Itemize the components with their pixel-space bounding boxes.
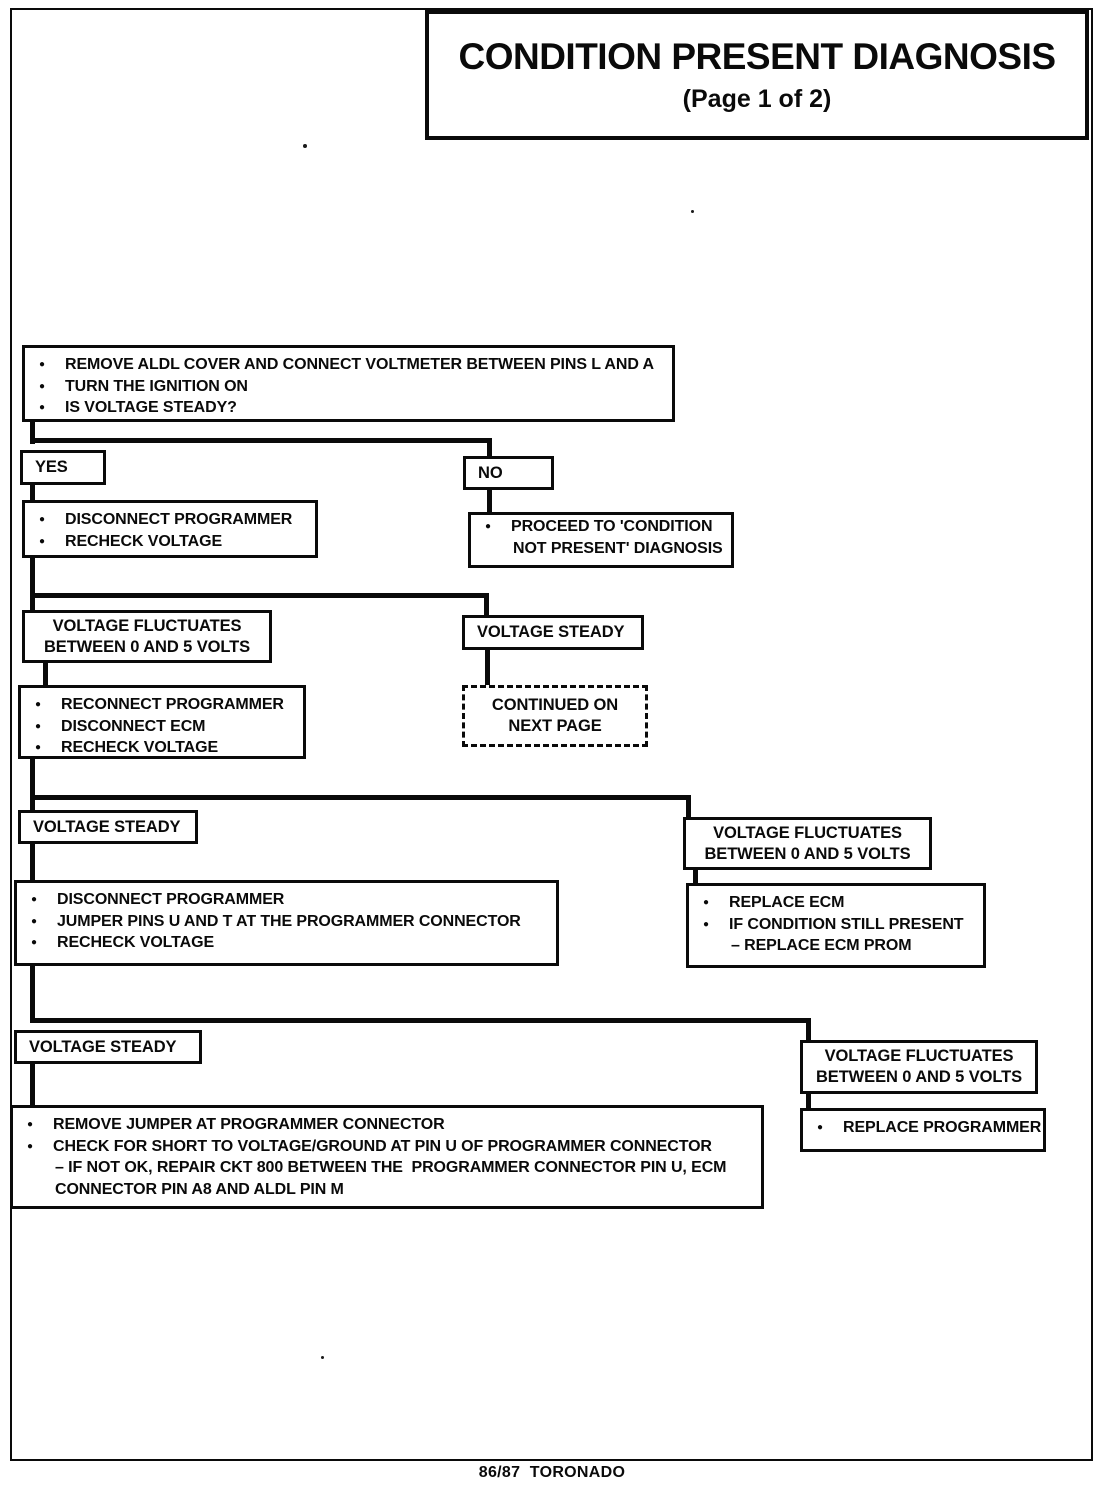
branch-label-line: BETWEEN 0 AND 5 VOLTS bbox=[704, 844, 911, 863]
page-subtitle: (Page 1 of 2) bbox=[682, 85, 832, 113]
step-text: DISCONNECT PROGRAMMER bbox=[65, 511, 293, 528]
step-text: JUMPER PINS U AND T AT THE PROGRAMMER CONNECTOR bbox=[57, 912, 521, 930]
step-row bbox=[25, 397, 672, 419]
step-text: CHECK FOR SHORT TO VOLTAGE/GROUND AT PIN U OF PROGRAMMER CONNECTOR bbox=[53, 1137, 712, 1155]
node-reconnect-programmer bbox=[18, 685, 306, 759]
node-replace-ecm bbox=[686, 883, 986, 968]
branch-label: VOLTAGE STEADY bbox=[29, 1037, 177, 1056]
branch-voltage-fluctuates-1 bbox=[22, 610, 272, 663]
bullet-icon: ● bbox=[27, 1119, 33, 1130]
step-text: IS VOLTAGE STEADY? bbox=[65, 399, 237, 416]
step-row-continuation bbox=[13, 1179, 761, 1201]
step-row bbox=[13, 1136, 761, 1158]
step-text: RECONNECT PROGRAMMER bbox=[61, 696, 284, 713]
branch-label: YES bbox=[35, 458, 68, 476]
step-row bbox=[21, 737, 303, 759]
step-text: DISCONNECT PROGRAMMER bbox=[57, 891, 285, 908]
bullet-icon: ● bbox=[703, 918, 709, 930]
branch-label-line: BETWEEN 0 AND 5 VOLTS bbox=[815, 1068, 1022, 1086]
node-remove-jumper bbox=[10, 1105, 764, 1209]
branch-voltage-steady-1 bbox=[462, 615, 644, 650]
step-text: REMOVE ALDL COVER AND CONNECT VOLTMETER BETWEEN PINS L AND A bbox=[65, 356, 654, 373]
step-text: REPLACE ECM bbox=[729, 894, 845, 911]
step-row-continuation bbox=[689, 935, 983, 957]
bullet-icon: ● bbox=[31, 894, 37, 905]
step-text: NOT PRESENT' DIAGNOSIS bbox=[513, 539, 723, 557]
connector-line bbox=[30, 842, 35, 883]
step-row bbox=[17, 911, 556, 933]
bullet-icon: ● bbox=[35, 699, 41, 710]
branch-yes bbox=[20, 450, 106, 485]
step-text: IF CONDITION STILL PRESENT bbox=[729, 915, 964, 933]
bullet-icon: ● bbox=[31, 937, 37, 948]
branch-label-line: VOLTAGE FLUCTUATES bbox=[824, 1047, 1014, 1065]
scan-speck bbox=[303, 144, 307, 148]
node-disconnect-programmer bbox=[22, 500, 318, 558]
bullet-icon: ● bbox=[27, 1140, 33, 1152]
step-row-continuation bbox=[471, 538, 731, 560]
connector-line bbox=[30, 438, 492, 443]
step-row bbox=[471, 516, 731, 538]
step-text: DISCONNECT ECM bbox=[61, 717, 206, 735]
node-continued-next-page bbox=[462, 685, 648, 747]
step-text: PROCEED TO 'CONDITION bbox=[511, 518, 713, 535]
scan-speck bbox=[321, 1356, 324, 1359]
connector-line bbox=[485, 648, 490, 688]
step-text: – REPLACE ECM PROM bbox=[731, 937, 912, 954]
branch-label-line: VOLTAGE FLUCTUATES bbox=[52, 616, 242, 635]
step-row bbox=[17, 889, 556, 911]
connector-line bbox=[30, 757, 35, 813]
footer-vehicle-label: 86/87 TORONADO bbox=[478, 1464, 626, 1481]
node-replace-programmer bbox=[800, 1108, 1046, 1152]
bullet-icon: ● bbox=[39, 535, 45, 547]
branch-label: VOLTAGE STEADY bbox=[33, 817, 181, 836]
branch-voltage-steady-3 bbox=[14, 1030, 202, 1064]
branch-voltage-fluctuates-3 bbox=[800, 1040, 1038, 1094]
step-row bbox=[25, 376, 672, 398]
connector-line bbox=[30, 1062, 35, 1108]
step-text: RECHECK VOLTAGE bbox=[61, 739, 219, 756]
bullet-icon: ● bbox=[39, 402, 45, 413]
step-row bbox=[25, 509, 315, 531]
connector-line bbox=[30, 964, 35, 1022]
node-initial-check bbox=[22, 345, 675, 422]
step-row-continuation bbox=[13, 1157, 761, 1179]
bullet-icon: ● bbox=[39, 380, 45, 392]
connector-line bbox=[30, 795, 691, 800]
bullet-icon: ● bbox=[485, 521, 491, 532]
step-row bbox=[25, 354, 672, 376]
step-text: REMOVE JUMPER AT PROGRAMMER CONNECTOR bbox=[53, 1116, 445, 1133]
bullet-icon: ● bbox=[35, 720, 41, 732]
step-text: – IF NOT OK, REPAIR CKT 800 BETWEEN THE PROGRAMMER CONNECTOR PIN U, ECM bbox=[55, 1159, 727, 1176]
branch-voltage-steady-2 bbox=[18, 810, 198, 844]
bullet-icon: ● bbox=[39, 514, 45, 525]
step-row bbox=[17, 932, 556, 954]
branch-label-line: VOLTAGE FLUCTUATES bbox=[713, 823, 902, 842]
bullet-icon: ● bbox=[703, 897, 709, 908]
step-text: RECHECK VOLTAGE bbox=[65, 532, 223, 550]
bullet-icon: ● bbox=[31, 915, 37, 927]
step-text: CONNECTOR PIN A8 AND ALDL PIN M bbox=[55, 1180, 344, 1198]
node-jumper-pins bbox=[14, 880, 559, 966]
connector-line bbox=[43, 660, 48, 688]
step-row bbox=[13, 1114, 761, 1136]
branch-label-line: BETWEEN 0 AND 5 VOLTS bbox=[43, 637, 250, 656]
bullet-icon: ● bbox=[39, 359, 45, 370]
bullet-icon: ● bbox=[817, 1122, 823, 1133]
step-row bbox=[689, 914, 983, 936]
step-text: RECHECK VOLTAGE bbox=[57, 934, 215, 951]
continued-label-line: NEXT PAGE bbox=[508, 717, 602, 735]
step-row bbox=[21, 694, 303, 716]
step-row bbox=[21, 716, 303, 738]
connector-line bbox=[30, 556, 35, 614]
diagram-title-box bbox=[425, 10, 1089, 140]
continued-label-line: CONTINUED ON bbox=[491, 696, 619, 714]
branch-label: NO bbox=[478, 463, 503, 482]
scan-speck bbox=[691, 210, 694, 213]
page-title: CONDITION PRESENT DIAGNOSIS bbox=[458, 36, 1056, 77]
node-proceed-condition-not-present bbox=[468, 512, 734, 568]
branch-voltage-fluctuates-2 bbox=[683, 817, 932, 870]
step-text: REPLACE PROGRAMMER bbox=[843, 1119, 1042, 1136]
step-row bbox=[689, 892, 983, 914]
step-row bbox=[25, 531, 315, 553]
connector-line bbox=[30, 1018, 811, 1023]
bullet-icon: ● bbox=[35, 742, 41, 753]
connector-line bbox=[30, 593, 489, 598]
branch-no bbox=[463, 456, 554, 490]
step-text: TURN THE IGNITION ON bbox=[65, 377, 248, 395]
branch-label: VOLTAGE STEADY bbox=[477, 623, 625, 641]
step-row bbox=[803, 1117, 1043, 1139]
connector-line bbox=[487, 488, 492, 515]
